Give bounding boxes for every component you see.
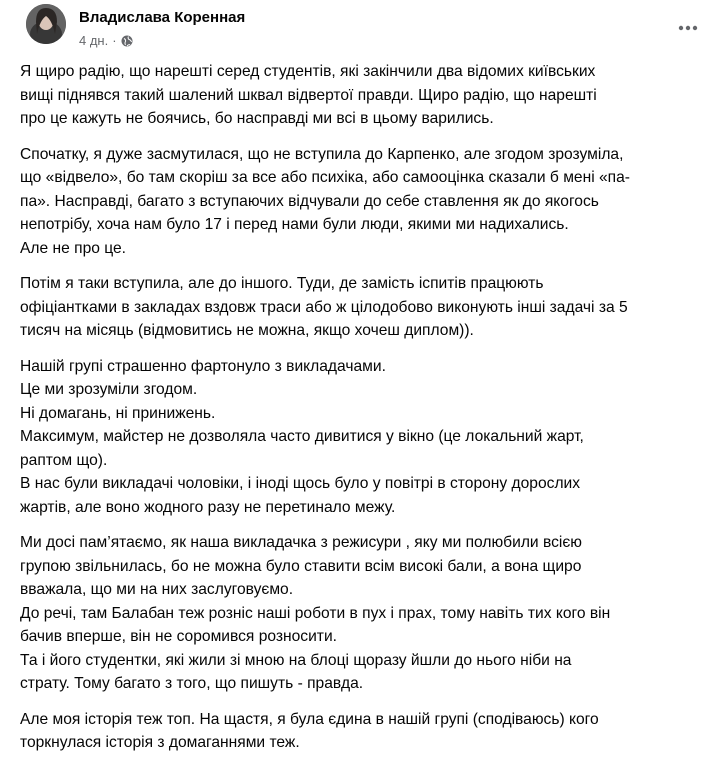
post-text-line: Але не про це.	[20, 239, 127, 257]
post-text-line: па». Насправді, багато з вступаючих відчували до себе ставлення як до якогось	[20, 192, 599, 210]
post-text-line: Ні домагань, ні принижень.	[20, 404, 216, 422]
post-text-line: бачив вперше, він не соромився розносити.	[20, 628, 337, 645]
post-text-line: про це кажуть не боячись, бо насправді ми всі в цьому варились.	[20, 110, 494, 127]
post-text-line: раптом що).	[20, 451, 108, 469]
post-text-line: що «відвело», бо там скоріш за все або психіка, або самооцінка сказали б мені «па-	[20, 169, 630, 186]
post-text-line: жартів, але воно жодного разу не перетинало межу.	[20, 498, 396, 516]
post-text-line: групою звільнилась, бо не можна було ставити всім високі бали, а вона щиро	[20, 557, 582, 575]
post-paragraph	[20, 708, 712, 755]
more-horizontal-icon[interactable]	[670, 10, 706, 46]
globe-icon	[121, 35, 133, 47]
avatar[interactable]	[26, 4, 66, 44]
post-text-line: офіціантками в закладах вздовж траси або ж цілодобово виконують інші задачі за 5	[20, 298, 628, 316]
post-text-line: До речі, там Балабан теж розніс наші роботи в пух і прах, тому навіть тих кого він	[20, 604, 611, 622]
avatar-image	[26, 4, 66, 44]
post-text-line: Це ми зрозуміли згодом.	[20, 381, 198, 398]
post-text-line: Спочатку, я дуже засмутилася, що не вступила до Карпенко, але згодом зрозуміла,	[20, 145, 624, 163]
post-time[interactable]: 4 дн.	[79, 33, 109, 48]
post-text-line: Але моя історія теж топ. На щастя, я була єдина в нашій групі (сподіваюсь) кого	[20, 710, 599, 728]
post-text-line: Та і його студентки, які жили зі мною на блоці щоразу йшли до нього ніби на	[20, 651, 572, 669]
post-text-line: Потім я таки вступила, але до іншого. Туди, де замість іспитів працюють	[20, 275, 544, 292]
post-text-line: тисяч на місяць (відмовитись не можна, якщо хочеш диплом)).	[20, 322, 474, 339]
post-text-line: В нас були викладачі чоловіки, і іноді щось було у повітрі в сторону дорослих	[20, 475, 581, 492]
post-text-line: вважала, що ми на них заслуговуємо.	[20, 581, 294, 598]
post-paragraph	[20, 272, 712, 343]
post-text-line: Ми досі пам’ятаємо, як наша викладачка з режисури , яку ми полюбили всією	[20, 534, 582, 551]
post-paragraph	[20, 60, 712, 131]
post-meta	[79, 33, 133, 48]
post-text-line: непотрібу, хоча нам було 17 і перед нами були люди, якими ми надихались.	[20, 216, 569, 233]
author-name[interactable]: Владислава Коренная	[79, 9, 246, 26]
post-text-line: Нашій групі страшенно фартонуло з викладачами.	[20, 357, 386, 375]
post-header	[16, 0, 712, 56]
post-text	[16, 56, 712, 755]
post-text-line: Я щиро радію, що нарешті серед студентів, які закінчили два відомих київських	[20, 63, 596, 80]
post-paragraph	[20, 531, 712, 696]
post-text-line: торкнулася історія з домаганнями теж.	[20, 734, 300, 751]
post-paragraph	[20, 143, 712, 261]
post-text-line: страту. Тому багато з того, що пишуть - правда.	[20, 675, 364, 692]
post-text-line: Максимум, майстер не дозволяла часто дивитися у вікно (це локальний жарт,	[20, 428, 584, 445]
meta-separator: ·	[112, 33, 117, 48]
post-paragraph	[20, 355, 712, 520]
post-text-line: вищі піднявся такий шалений шквал відвертої правди. Щиро радію, що нарешті	[20, 86, 597, 104]
